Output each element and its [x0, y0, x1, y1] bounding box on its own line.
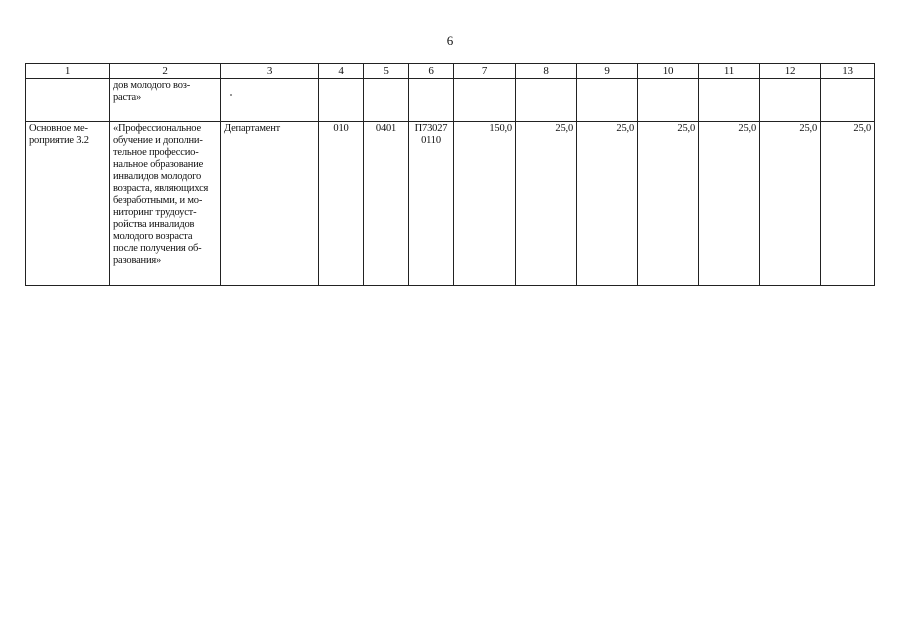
- amount-cell: 25,0: [760, 122, 821, 286]
- table-cell: [516, 79, 577, 122]
- amount-cell: 25,0: [577, 122, 638, 286]
- table-cell: [760, 79, 821, 122]
- column-header: 6: [409, 64, 454, 79]
- scan-speck: [230, 94, 232, 96]
- department-cell: Департамент: [221, 122, 319, 286]
- table-cell: [821, 79, 875, 122]
- column-header: 4: [319, 64, 364, 79]
- amount-cell: 25,0: [638, 122, 699, 286]
- column-header: 13: [821, 64, 875, 79]
- amount-cell: 25,0: [699, 122, 760, 286]
- column-header: 1: [26, 64, 110, 79]
- table-cell: [319, 79, 364, 122]
- budget-table: [25, 63, 875, 286]
- table-cell: [110, 79, 221, 122]
- column-header: 10: [638, 64, 699, 79]
- column-header: 7: [454, 64, 516, 79]
- amount-cell: 150,0: [454, 122, 516, 286]
- table-cell: [221, 79, 319, 122]
- column-header: 5: [364, 64, 409, 79]
- table-cell: [699, 79, 760, 122]
- column-header: 2: [110, 64, 221, 79]
- code-cell: П73027 0110: [409, 122, 454, 286]
- table-row: [26, 79, 875, 122]
- amount-cell: 25,0: [516, 122, 577, 286]
- cell-text: дов молодого воз- раста»: [113, 80, 191, 103]
- column-header: 3: [221, 64, 319, 79]
- column-header: 12: [760, 64, 821, 79]
- code-cell: 010: [319, 122, 364, 286]
- page-number: 6: [446, 33, 454, 48]
- code-cell: 0401: [364, 122, 409, 286]
- activity-cell: Основное ме- роприятие 3.2: [26, 122, 110, 286]
- column-header: 9: [577, 64, 638, 79]
- table-cell: [638, 79, 699, 122]
- amount-cell: 25,0: [821, 122, 875, 286]
- table-cell: [577, 79, 638, 122]
- table-cell: [454, 79, 516, 122]
- column-header: 11: [699, 64, 760, 79]
- table-row: [26, 122, 875, 286]
- column-header: 8: [516, 64, 577, 79]
- header-row: [26, 64, 875, 79]
- table-cell: [364, 79, 409, 122]
- description-cell: «Профессиональное обучение и дополни- тельное профессио- нальное образование инвалидов молодого возраста, являющихся безработными, и мо- ниторинг трудоуст- ройства инвалидов молодого возраста после получения об- разования»: [110, 122, 221, 286]
- table-cell: [409, 79, 454, 122]
- table-cell: [26, 79, 110, 122]
